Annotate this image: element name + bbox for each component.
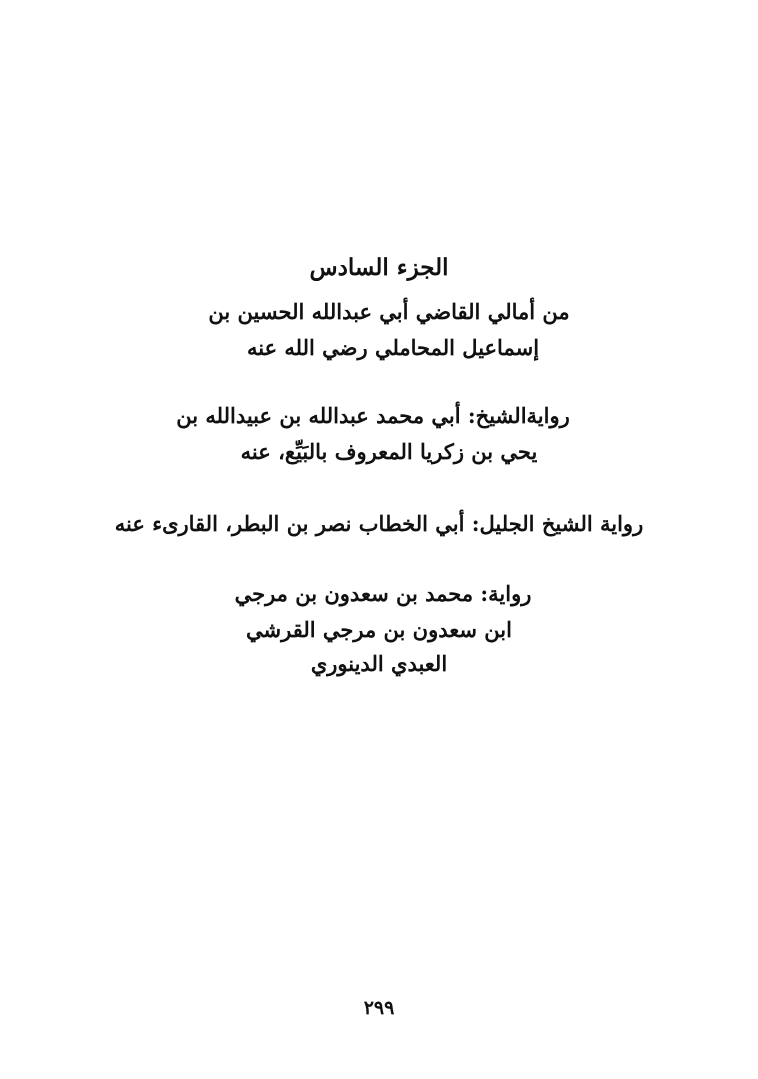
narration-3-line-1: رواية: محمد بن سعدون بن مرجي: [234, 581, 532, 606]
narration-3-line-3: العبدي الدينوري: [310, 651, 448, 676]
narration-1-line-1: روايةالشيخ: أبي محمد عبدالله بن عبيدالله بن: [176, 403, 570, 428]
narration-1-line-2: يحي بن زكريا المعروف بالبَيِّع، عنه: [240, 439, 538, 464]
narration-2-line-1: رواية الشيخ الجليل: أبي الخطاب نصر بن البطر، القارىء عنه: [114, 511, 644, 536]
part-title: الجزء السادس: [309, 254, 449, 281]
book-line-1: من أمالي القاضي أبي عبدالله الحسين بن: [208, 299, 570, 324]
page-number: ٢٩٩: [363, 997, 395, 1019]
book-line-2: إسماعيل المحاملي رضي الله عنه: [246, 335, 540, 360]
narration-3-line-2: ابن سعدون بن مرجي القرشي: [246, 617, 512, 642]
